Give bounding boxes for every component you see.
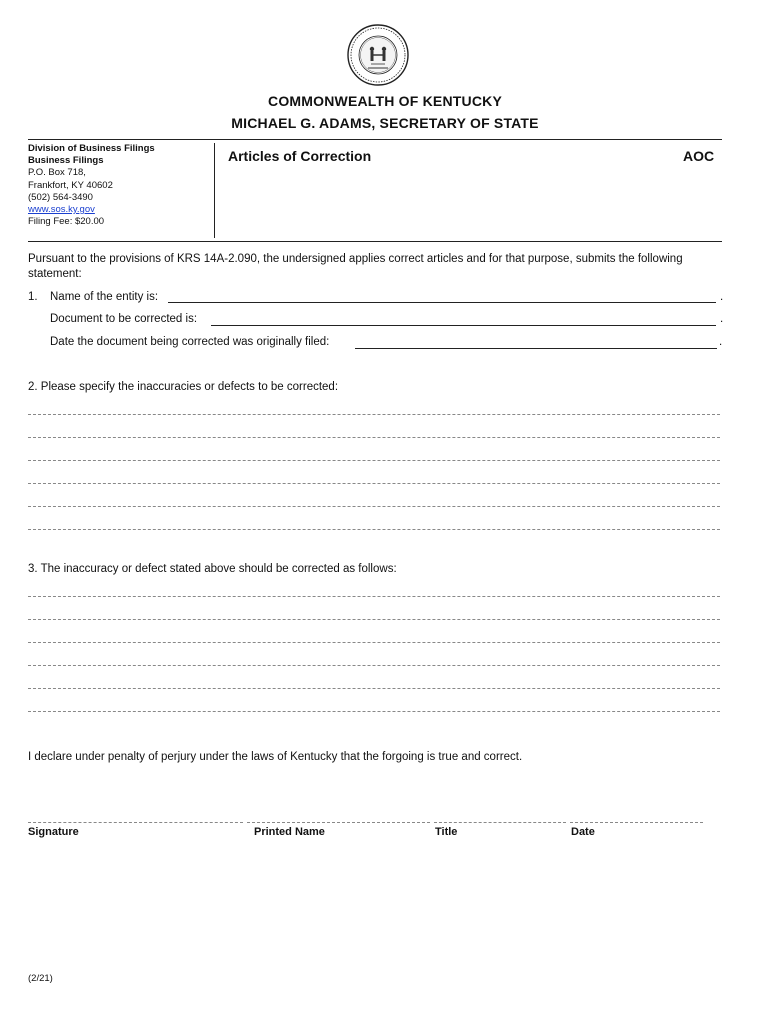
phone-number: (502) 564-3490 <box>28 191 93 203</box>
header-divider <box>28 139 722 140</box>
filing-fee: Filing Fee: $20.00 <box>28 216 105 228</box>
date-label: Date <box>571 826 595 838</box>
inaccuracies-line-4[interactable] <box>28 483 720 484</box>
declaration-text: I declare under penalty of perjury under the laws of Kentucky that the forgoing is true and correct. <box>28 751 523 763</box>
intro-text: Pursuant to the provisions of KRS 14A-2.090, the undersigned applies correct articles and for that purpose, submits the following statement: <box>28 253 683 280</box>
inaccuracies-line-2[interactable] <box>28 437 720 438</box>
date-field[interactable] <box>570 822 703 823</box>
po-box: P.O. Box 718, <box>28 167 86 179</box>
correction-line-5[interactable] <box>28 688 720 689</box>
title-field[interactable] <box>434 822 566 823</box>
entity-name-label: Name of the entity is: <box>50 291 159 303</box>
office-info <box>28 143 155 228</box>
item2-label: 2. Please specify the inaccuracies or defects to be corrected: <box>28 381 339 393</box>
item1-number: 1. <box>28 291 38 303</box>
item3-label: 3. The inaccuracy or defect stated above should be corrected as follows: <box>28 563 397 575</box>
kentucky-state-seal-icon <box>347 24 409 86</box>
correction-line-1[interactable] <box>28 596 720 597</box>
inaccuracies-line-1[interactable] <box>28 414 720 415</box>
header-line-1: COMMONWEALTH OF KENTUCKY <box>268 93 502 109</box>
website-link[interactable]: www.sos.ky.gov <box>28 204 95 216</box>
inaccuracies-line-6[interactable] <box>28 529 720 530</box>
filed-date-label: Date the document being corrected was originally filed: <box>50 336 330 348</box>
document-label: Document to be corrected is: <box>50 313 198 325</box>
inaccuracies-line-5[interactable] <box>28 506 720 507</box>
printed-name-field[interactable] <box>247 822 430 823</box>
document-field[interactable] <box>211 325 716 326</box>
entity-name-field[interactable] <box>168 302 716 303</box>
printed-name-label: Printed Name <box>254 826 325 838</box>
form-code: AOC <box>683 148 715 164</box>
division-name: Division of Business Filings <box>28 143 155 154</box>
unit-name: Business Filings <box>28 155 104 167</box>
filed-date-period: . <box>719 336 723 348</box>
correction-line-3[interactable] <box>28 642 720 643</box>
inaccuracies-line-3[interactable] <box>28 460 720 461</box>
entity-period: . <box>720 291 724 303</box>
filed-date-field[interactable] <box>355 348 717 349</box>
signature-label: Signature <box>28 826 79 838</box>
signature-field[interactable] <box>28 822 243 823</box>
header-bottom-divider <box>28 241 722 242</box>
vertical-divider <box>214 143 215 238</box>
revision-date: (2/21) <box>28 973 53 984</box>
correction-line-6[interactable] <box>28 711 720 712</box>
correction-line-2[interactable] <box>28 619 720 620</box>
correction-line-4[interactable] <box>28 665 720 666</box>
document-period: . <box>720 313 724 325</box>
form-title: Articles of Correction <box>228 148 372 164</box>
title-label: Title <box>435 826 458 838</box>
header-line-2: MICHAEL G. ADAMS, SECRETARY OF STATE <box>231 115 539 131</box>
city-address: Frankfort, KY 40602 <box>28 179 113 191</box>
